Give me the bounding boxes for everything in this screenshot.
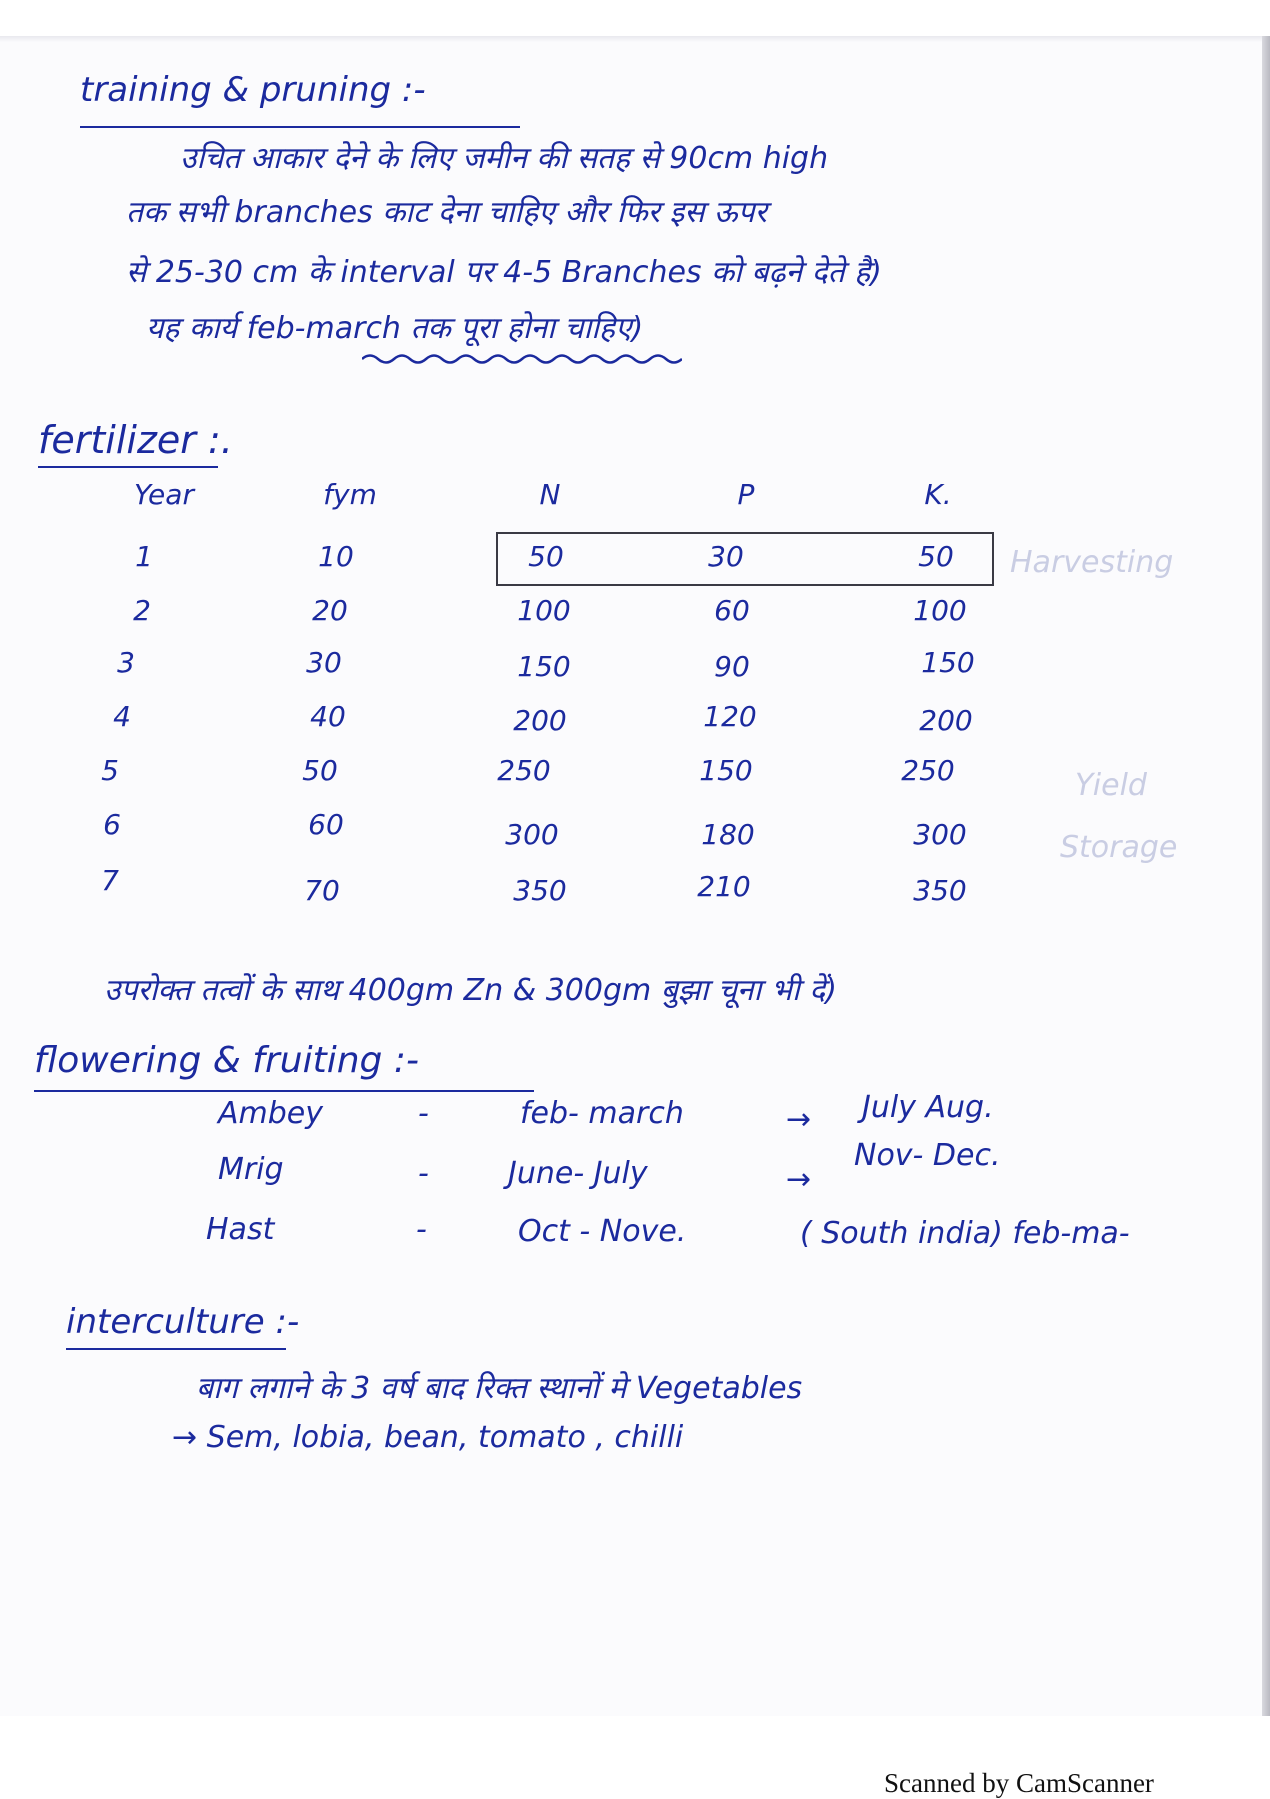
table-cell: 7 [101, 864, 119, 897]
table-cell: 350 [913, 874, 967, 907]
table-cell: 50 [302, 754, 338, 787]
flowering-period: feb- march [520, 1096, 684, 1131]
table-cell: 180 [701, 818, 755, 851]
table-cell: 120 [703, 700, 757, 733]
table-cell: 6 [103, 808, 121, 841]
arrow: → [786, 1162, 812, 1197]
table-cell: 70 [304, 874, 340, 907]
table-cell: 60 [714, 594, 750, 627]
table-cell: 60 [308, 808, 344, 841]
flowering-period: June- July [508, 1156, 648, 1191]
col-header-p: P [737, 478, 755, 511]
dash: - [418, 1156, 429, 1191]
table-cell: 50 [918, 540, 954, 573]
table-cell: 200 [513, 704, 567, 737]
table-cell: 150 [921, 646, 975, 679]
dash: - [418, 1096, 429, 1131]
table-cell: 3 [117, 646, 135, 679]
table-cell: 300 [505, 818, 559, 851]
heading-underline [38, 466, 218, 468]
bahar-name: Hast [206, 1212, 275, 1247]
section-heading-training: training & pruning :- [80, 70, 426, 110]
table-cell: 150 [517, 650, 571, 683]
table-cell: 50 [528, 540, 564, 573]
table-cell: 2 [133, 594, 151, 627]
table-cell: 40 [310, 700, 346, 733]
table-cell: 250 [497, 754, 551, 787]
fertilizer-note: उपरोक्त तत्वों के साथ 400gm Zn & 300gm बुझा चूना भी दें) [104, 973, 837, 1008]
bleed-through-text: Storage [1060, 830, 1178, 865]
table-cell: 100 [517, 594, 571, 627]
section-heading-fertilizer: fertilizer :. [38, 418, 233, 462]
training-line: तक सभी branches काट देना चाहिए और फिर इस ऊपर [126, 195, 767, 230]
col-header-fym: fym [323, 478, 377, 511]
table-cell: 150 [699, 754, 753, 787]
table-cell: 1 [135, 540, 153, 573]
table-cell: 100 [913, 594, 967, 627]
col-header-k: K. [924, 478, 952, 511]
bleed-through-text: Harvesting [1010, 545, 1174, 580]
fruiting-period: July Aug. [862, 1090, 994, 1125]
scanner-watermark: Scanned by CamScanner [884, 1768, 1154, 1798]
heading-underline [80, 126, 520, 128]
table-cell: 30 [708, 540, 744, 573]
table-cell: 200 [919, 704, 973, 737]
arrow: → [786, 1102, 812, 1137]
col-header-n: N [539, 478, 561, 511]
interculture-line: बाग लगाने के 3 वर्ष बाद रिक्त स्थानों मे Vegetables [196, 1371, 803, 1406]
dash: - [416, 1212, 427, 1247]
training-line: से 25-30 cm के interval पर 4-5 Branches को बढ़ने देते है) [126, 255, 882, 290]
table-cell: 5 [101, 754, 119, 787]
page-edge [1262, 36, 1270, 1716]
training-line: यह कार्य feb-march तक पूरा होना चाहिए) [146, 311, 644, 346]
bahar-name: Ambey [218, 1096, 323, 1131]
training-line: उचित आकार देने के लिए जमीन की सतह से 90cm high [180, 141, 829, 176]
bahar-name: Mrig [218, 1152, 284, 1187]
table-cell: 20 [312, 594, 348, 627]
flowering-period: Oct - Nove. [518, 1214, 687, 1249]
section-heading-flowering: flowering & fruiting :- [34, 1040, 419, 1081]
table-cell: 350 [513, 874, 567, 907]
table-cell: 210 [697, 870, 751, 903]
table-cell: 4 [113, 700, 131, 733]
table-cell: 90 [714, 650, 750, 683]
fruiting-period: Nov- Dec. [854, 1138, 1001, 1173]
table-cell: 10 [318, 540, 354, 573]
table-cell: 250 [901, 754, 955, 787]
table-cell: 300 [913, 818, 967, 851]
heading-underline [34, 1090, 534, 1092]
bleed-through-text: Yield [1075, 768, 1147, 803]
interculture-line: → Sem, lobia, bean, tomato , chilli [172, 1420, 684, 1455]
heading-underline [66, 1348, 286, 1350]
table-cell: 30 [306, 646, 342, 679]
fruiting-period: ( South india) feb-ma- [800, 1216, 1130, 1251]
section-heading-interculture: interculture :- [66, 1302, 300, 1342]
col-header-year: Year [134, 478, 194, 511]
wavy-underline [362, 352, 682, 366]
